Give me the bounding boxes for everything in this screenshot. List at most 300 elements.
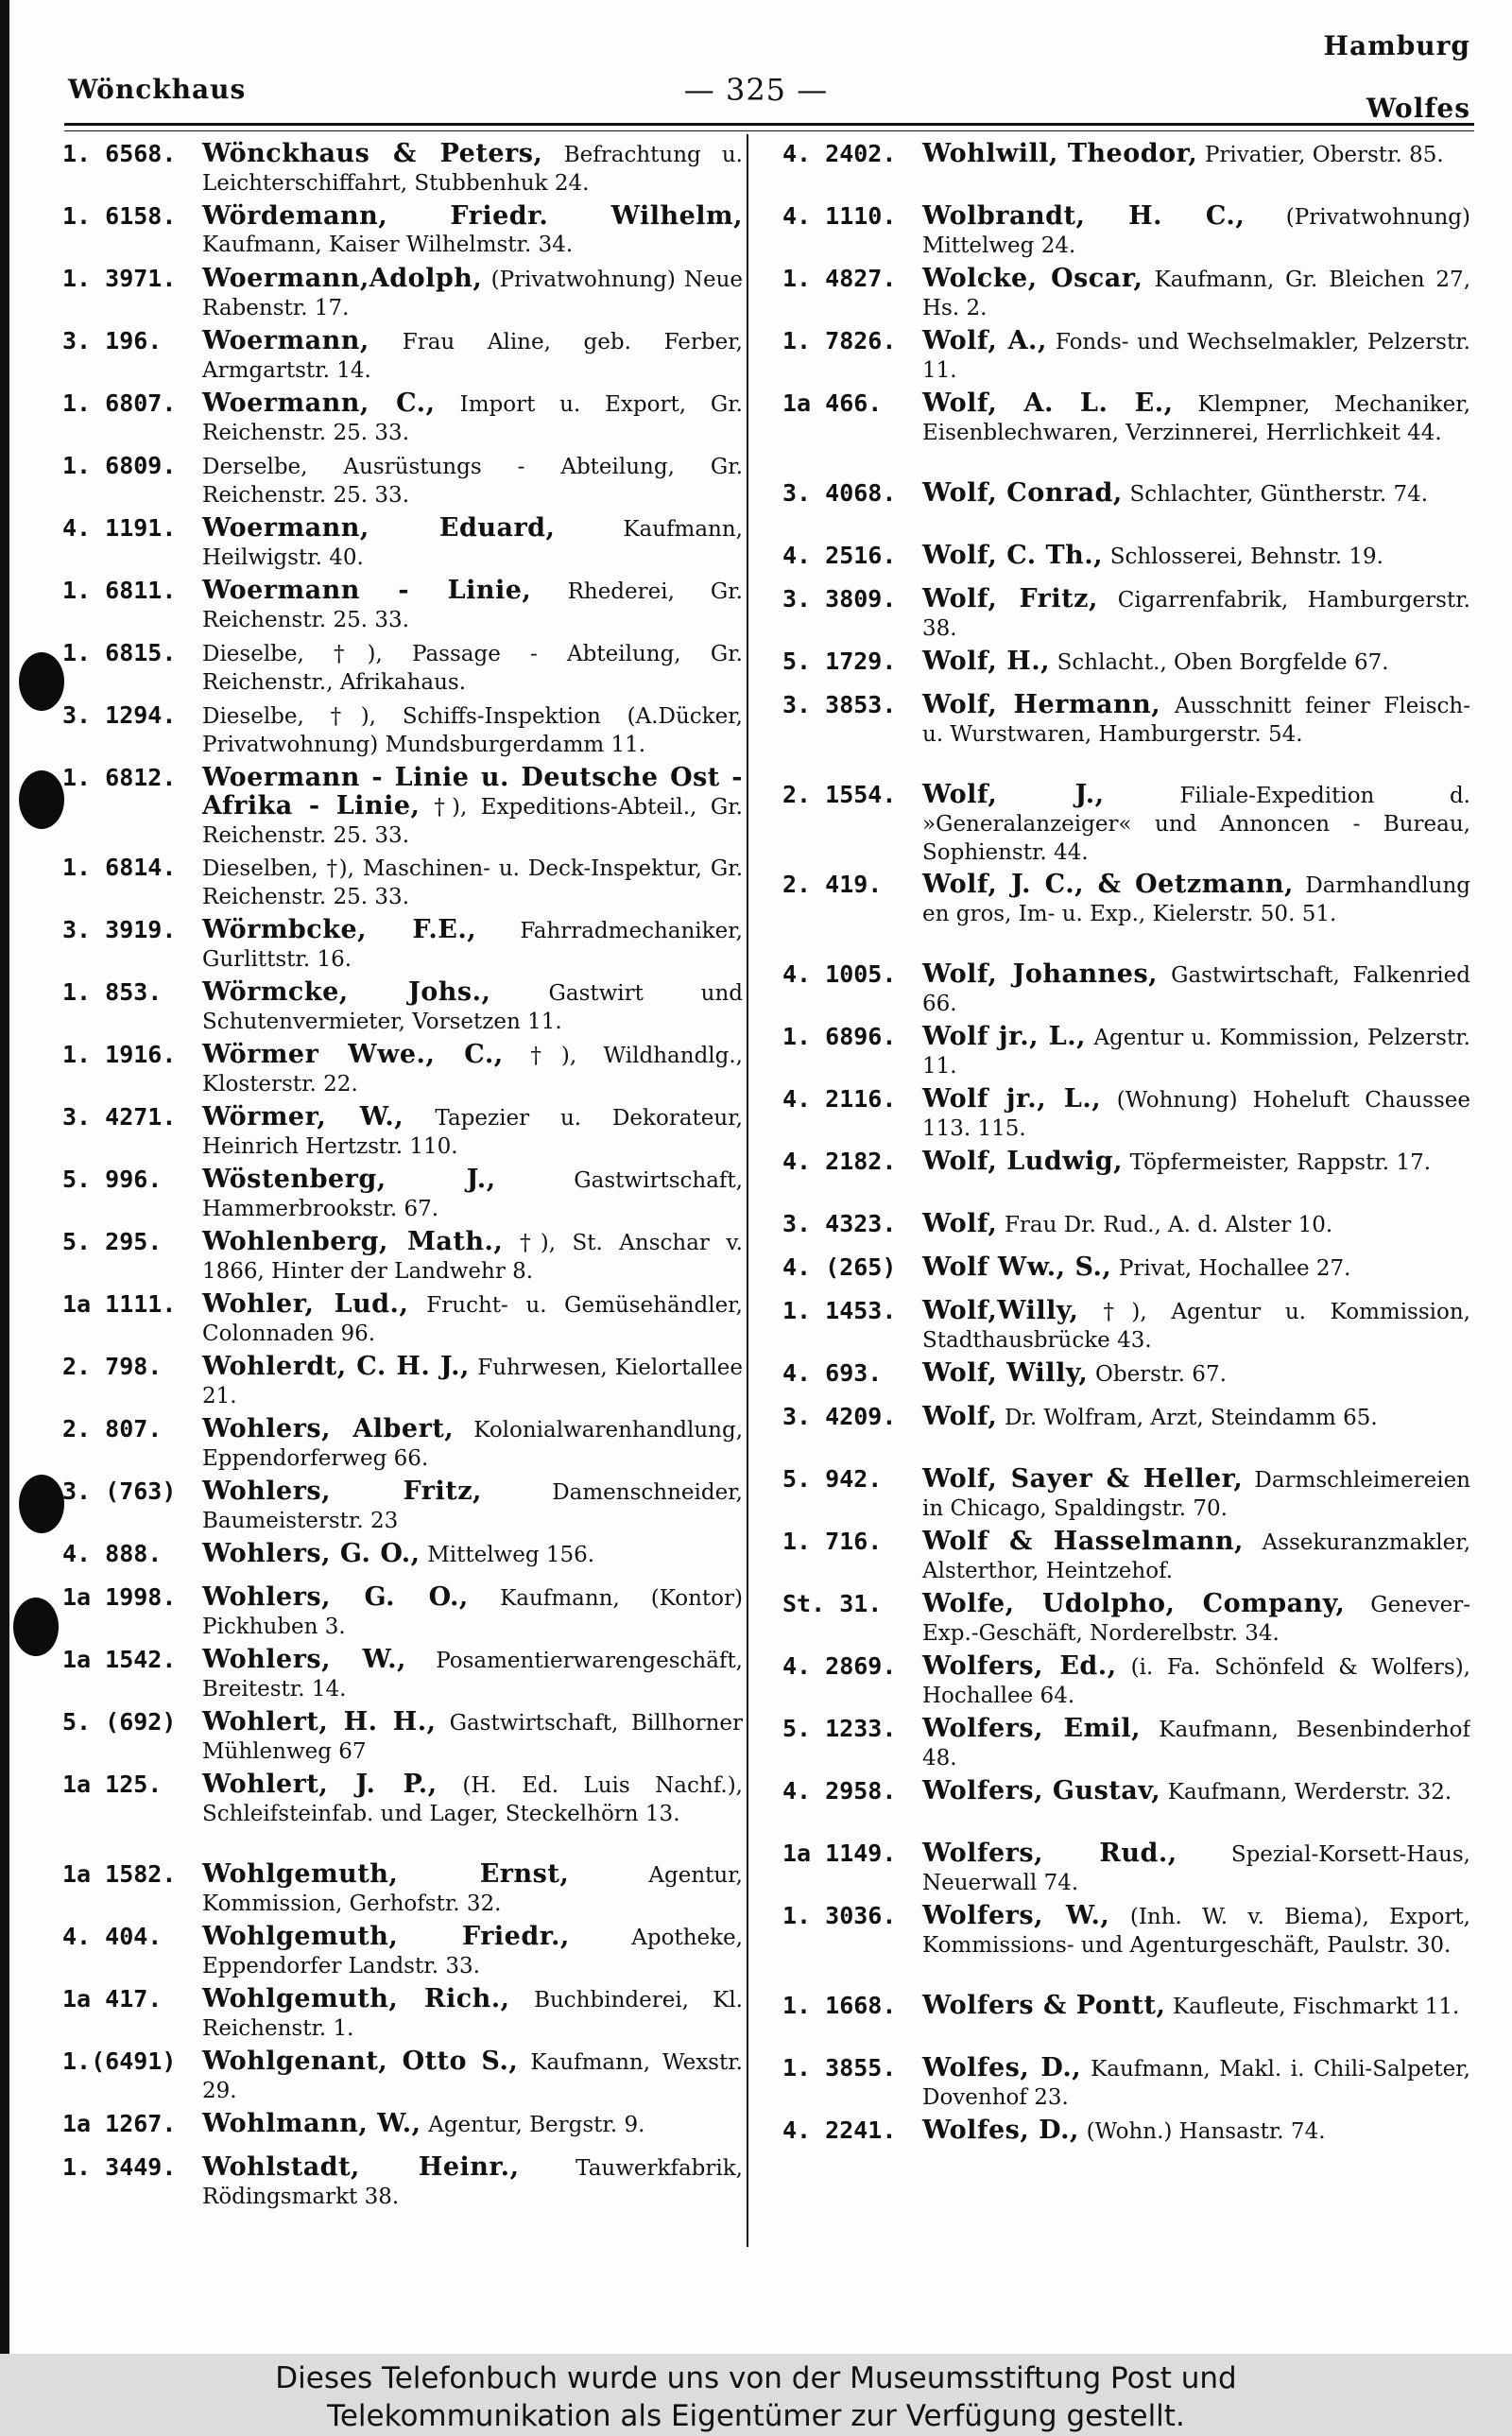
subscriber-details: Mittelweg 156. xyxy=(427,1543,595,1567)
subscriber-details: Ausschnitt feiner Fleisch- u. Wurstwaren, Hamburgerstr. 54. xyxy=(922,694,1470,747)
entry-text xyxy=(922,648,1470,677)
phone-number: 2. 1554. xyxy=(782,781,897,808)
header-city: Hamburg xyxy=(1323,30,1470,61)
subscriber-name: Wolf, Conrad, xyxy=(922,479,1123,508)
phone-number: 4. 2116. xyxy=(782,1085,897,1113)
entry-text xyxy=(202,514,743,572)
subscriber-details: Darmhandlung en gros, Im- u. Exp., Kielerstr. 50. 51. xyxy=(922,873,1470,926)
header-left-keyword: Wönckhaus xyxy=(68,74,247,105)
subscriber-name: Wörmer, W., xyxy=(202,1103,404,1132)
right-column xyxy=(782,140,1470,2160)
phone-number: 1a 1542. xyxy=(62,1646,177,1673)
entry-text xyxy=(202,452,743,510)
subscriber-name: Wolf,Willy, xyxy=(922,1297,1079,1325)
subscriber-name: Wohlert, H. H., xyxy=(202,1708,437,1736)
phone-number: 5. 1233. xyxy=(782,1715,897,1742)
subscriber-details: Agentur, Kommission, Gerhofstr. 32. xyxy=(202,1863,743,1916)
phone-number: 1. 6814. xyxy=(62,854,177,881)
phone-number: 4. 1191. xyxy=(62,514,177,542)
left-column xyxy=(62,140,743,2216)
subscriber-name: Wolbrandt, H. C., xyxy=(922,202,1246,231)
directory-entry xyxy=(782,2054,1470,2116)
subscriber-name: Wolf, Willy, xyxy=(922,1359,1089,1388)
directory-entry xyxy=(782,327,1470,389)
subscriber-details: (Privatwohnung) Mittelweg 24. xyxy=(922,205,1470,258)
entry-text xyxy=(202,2047,743,2105)
subscriber-details: Darmschleimereien in Chicago, Spaldingstr. 70. xyxy=(922,1468,1470,1521)
phone-number: 1. 1916. xyxy=(62,1041,177,1068)
subscriber-details: Agentur u. Kommission, Pelzerstr. 11. xyxy=(922,1026,1470,1079)
directory-entry xyxy=(62,1708,743,1771)
directory-entry xyxy=(782,1715,1470,1777)
entry-text xyxy=(202,577,743,634)
subscriber-details: Frau Aline, geb. Ferber, Armgartstr. 14. xyxy=(202,330,743,383)
subscriber-details: Kolonialwarenhandlung, Eppendorferweg 66. xyxy=(202,1418,743,1471)
subscriber-details: (Inh. W. v. Biema), Export, Kommissions- und Agenturgeschäft, Paulstr. 30. xyxy=(922,1905,1470,1958)
subscriber-name: Wolf, xyxy=(922,1210,998,1238)
subscriber-details: Damenschneider, Baumeisterstr. 23 xyxy=(202,1480,743,1533)
phone-number: 1a 1582. xyxy=(62,1860,177,1888)
entry-text xyxy=(202,1166,743,1223)
directory-entry xyxy=(782,2116,1470,2160)
subscriber-details: Filiale-Expedition d. »Generalanzeiger« und Annoncen - Bureau, Sophienstr. 44. xyxy=(922,784,1470,865)
subscriber-name: Wolfers, Ed., xyxy=(922,1652,1117,1681)
entry-text xyxy=(202,1771,743,1828)
footer-line-2: Telekommunikation als Eigentümer zur Verfügung gestellt. xyxy=(327,2399,1185,2433)
binding-hole-mark xyxy=(19,1475,64,1533)
entry-text xyxy=(922,1297,1470,1355)
entry-text xyxy=(922,691,1470,749)
phone-number: 1. 4827. xyxy=(782,265,897,292)
directory-entry xyxy=(782,202,1470,265)
entry-text xyxy=(202,1583,743,1641)
subscriber-name: Wolf, Sayer & Heller, xyxy=(922,1465,1244,1494)
entry-text xyxy=(202,639,743,697)
phone-number: 3. 196. xyxy=(62,327,163,354)
entry-text xyxy=(922,327,1470,385)
entry-text xyxy=(202,1290,743,1348)
directory-entry xyxy=(782,1465,1470,1528)
entry-text xyxy=(922,2116,1470,2146)
phone-number: 5. 1729. xyxy=(782,648,897,675)
subscriber-details: Kaufmann, (Kontor) Pickhuben 3. xyxy=(202,1586,743,1639)
phone-number: 1. 6809. xyxy=(62,452,177,479)
subscriber-name: Wohlgemuth, Ernst, xyxy=(202,1860,570,1889)
entry-text xyxy=(922,2054,1470,2112)
directory-entry xyxy=(62,2153,743,2216)
directory-entry xyxy=(62,1583,743,1646)
subscriber-details: (H. Ed. Luis Nachf.), Schleifsteinfab. und Lager, Steckelhörn 13. xyxy=(202,1773,743,1826)
subscriber-name: Wolf, Hermann, xyxy=(922,691,1161,719)
subscriber-details: Assekuranzmakler, Alsterthor, Heintzehof. xyxy=(922,1530,1470,1583)
directory-entry xyxy=(62,2110,743,2153)
footer-notice xyxy=(0,2354,1512,2436)
subscriber-details: †), Wildhandlg., Klosterstr. 22. xyxy=(202,1044,743,1097)
binding-hole-mark xyxy=(13,1598,59,1656)
subscriber-name: Wolf, Johannes, xyxy=(922,960,1159,989)
subscriber-name: Wohlers, G. O., xyxy=(202,1540,421,1568)
entry-text xyxy=(922,479,1470,509)
phone-number: 1. 6568. xyxy=(62,140,177,167)
subscriber-name: Wolfers, Gustav, xyxy=(922,1777,1161,1805)
entry-text xyxy=(202,1708,743,1766)
directory-entry xyxy=(782,1297,1470,1359)
subscriber-details: Buchbinderei, Kl. Reichenstr. 1. xyxy=(202,1988,743,2041)
entry-text xyxy=(202,2153,743,2211)
phone-number: 1. 3971. xyxy=(62,265,177,292)
subscriber-name: Wolf, Fritz, xyxy=(922,585,1098,613)
scan-edge xyxy=(0,0,9,2354)
directory-entry xyxy=(62,265,743,327)
subscriber-details: Genever-Exp.-Geschäft, Norderelbstr. 34. xyxy=(922,1593,1470,1646)
directory-entry xyxy=(62,1860,743,1923)
subscriber-details: Kaufmann, Gr. Bleichen 27, Hs. 2. xyxy=(922,268,1470,320)
subscriber-details: Cigarrenfabrik, Hamburgerstr. 38. xyxy=(922,588,1470,641)
directory-entry xyxy=(62,202,743,265)
phone-number: 4. (265) xyxy=(782,1253,897,1281)
entry-text xyxy=(202,1477,743,1535)
subscriber-name: Wolfers, Emil, xyxy=(922,1715,1142,1743)
phone-number: 4. 1005. xyxy=(782,960,897,988)
directory-entry xyxy=(782,648,1470,691)
subscriber-name: Wolf, A. L. E., xyxy=(922,389,1174,418)
subscriber-details: Dieselben, †), Maschinen- u. Deck-Inspektur, Gr. Reichenstr. 25. 33. xyxy=(202,856,743,909)
binding-hole-mark xyxy=(19,770,64,829)
directory-entry xyxy=(782,140,1470,202)
phone-number: 1. 6807. xyxy=(62,389,177,417)
phone-number: 5. 942. xyxy=(782,1465,883,1493)
directory-entry xyxy=(62,978,743,1041)
subscriber-details: Befrachtung u. Leichterschiffahrt, Stubbenhuk 24. xyxy=(202,143,743,196)
directory-entry xyxy=(62,854,743,916)
subscriber-details: Dieselbe, †), Schiffs-Inspektion (A.Dücker, Privatwohnung) Mundsburgerdamm 11. xyxy=(202,704,743,757)
subscriber-details: Frau Dr. Rud., A. d. Alster 10. xyxy=(1004,1213,1333,1237)
directory-entry xyxy=(62,389,743,452)
entry-text xyxy=(922,781,1470,867)
directory-entry xyxy=(782,1210,1470,1253)
subscriber-details: Tauwerkfabrik, Rödingsmarkt 38. xyxy=(202,2156,743,2209)
entry-text xyxy=(922,1715,1470,1772)
phone-number: 1. 6896. xyxy=(782,1023,897,1050)
phone-number: 4. 1110. xyxy=(782,202,897,230)
phone-number: 5. 996. xyxy=(62,1166,163,1193)
phone-number: 1. 3036. xyxy=(782,1902,897,1929)
subscriber-name: Wohler, Lud., xyxy=(202,1290,409,1319)
entry-text xyxy=(922,202,1470,260)
phone-number: 1. 7826. xyxy=(782,327,897,354)
subscriber-name: Wolf, J. C., & Oetzmann, xyxy=(922,871,1294,899)
subscriber-name: Wolf, xyxy=(922,1403,998,1431)
phone-number: 1.(6491) xyxy=(62,2047,177,2075)
entry-text xyxy=(922,960,1470,1018)
subscriber-details: (Wohn.) Hansastr. 74. xyxy=(1086,2119,1326,2144)
phone-number: 1. 853. xyxy=(62,978,163,1006)
entry-text xyxy=(202,202,743,259)
subscriber-name: Wolfes, D., xyxy=(922,2116,1079,2145)
directory-entry xyxy=(782,1840,1470,1902)
footer-line-1: Dieses Telefonbuch wurde uns von der Museumsstiftung Post und xyxy=(275,2361,1237,2395)
subscriber-details: Kaufmann, Kaiser Wilhelmstr. 34. xyxy=(202,233,574,257)
directory-entry xyxy=(782,1902,1470,1992)
entry-text xyxy=(202,1860,743,1918)
entry-text xyxy=(922,542,1470,571)
directory-entry xyxy=(62,1771,743,1860)
entry-text xyxy=(922,585,1470,643)
phone-number: 1. 6811. xyxy=(62,577,177,604)
phone-number: 3. 4068. xyxy=(782,479,897,507)
subscriber-name: Wohlgemuth, Friedr., xyxy=(202,1923,570,1951)
subscriber-details: Kaufmann, Heilwigstr. 40. xyxy=(202,517,743,570)
subscriber-details: (Wohnung) Hoheluft Chaussee 113. 115. xyxy=(922,1088,1470,1141)
subscriber-details: Agentur, Bergstr. 9. xyxy=(428,2113,645,2137)
subscriber-details: (Privatwohnung) Neue Rabenstr. 17. xyxy=(202,268,743,320)
subscriber-name: Wohlerdt, C. H. J., xyxy=(202,1353,470,1381)
subscriber-details: Apotheke, Eppendorfer Landstr. 33. xyxy=(202,1926,743,1978)
phone-number: 1. 3449. xyxy=(62,2153,177,2181)
phone-number: 1a 1111. xyxy=(62,1290,177,1318)
subscriber-details: Kaufmann, Werderstr. 32. xyxy=(1167,1780,1452,1805)
entry-text xyxy=(922,1403,1470,1432)
subscriber-details: Posamentierwarengeschäft, Breitestr. 14. xyxy=(202,1649,743,1702)
subscriber-name: Woermann - Linie u. Deutsche Ost - Afrika - Linie, xyxy=(202,764,743,821)
subscriber-details: Fonds- und Wechselmakler, Pelzerstr. 11. xyxy=(922,330,1470,383)
directory-entry xyxy=(62,327,743,389)
subscriber-details: Oberstr. 67. xyxy=(1094,1362,1227,1387)
entry-text xyxy=(202,1103,743,1161)
entry-text xyxy=(922,1359,1470,1389)
page-number: — 325 — xyxy=(683,72,829,108)
directory-entry xyxy=(62,577,743,639)
subscriber-name: Wolfes, D., xyxy=(922,2054,1082,2082)
subscriber-details: Derselbe, Ausrüstungs - Abteilung, Gr. Reichenstr. 25. 33. xyxy=(202,455,743,508)
subscriber-name: Wolfe, Udolpho, Company, xyxy=(922,1590,1346,1618)
phone-number: 2. 419. xyxy=(782,871,883,898)
phone-number: 4. 2241. xyxy=(782,2116,897,2144)
subscriber-name: Wolfers, W., xyxy=(922,1902,1110,1930)
subscriber-name: Wohlwill, Theodor, xyxy=(922,140,1198,168)
subscriber-name: Wolf, H., xyxy=(922,648,1051,676)
directory-entry xyxy=(62,1646,743,1708)
subscriber-details: Dieselbe, †), Passage - Abteilung, Gr. Reichenstr., Afrikahaus. xyxy=(202,642,743,695)
subscriber-details: Spezial-Korsett-Haus, Neuerwall 74. xyxy=(922,1842,1470,1895)
phone-number: 1a 1267. xyxy=(62,2110,177,2137)
subscriber-details: Kaufmann, Wexstr. 29. xyxy=(202,2050,743,2103)
subscriber-details: Fuhrwesen, Kielortallee 21. xyxy=(202,1356,743,1408)
entry-text xyxy=(922,871,1470,928)
subscriber-details: Kaufmann, Makl. i. Chili-Salpeter, Dovenhof 23. xyxy=(922,2057,1470,2110)
subscriber-name: Wohlers, W., xyxy=(202,1646,406,1674)
phone-number: 3. 4323. xyxy=(782,1210,897,1237)
phone-number: 3. 4209. xyxy=(782,1403,897,1430)
column-divider xyxy=(747,134,748,2247)
subscriber-name: Wörmcke, Johs., xyxy=(202,978,491,1007)
subscriber-details: Gastwirtschaft, Billhorner Mühlenweg 67 xyxy=(202,1711,743,1764)
subscriber-name: Wohlenberg, Math., xyxy=(202,1228,504,1256)
phone-number: 1. 6158. xyxy=(62,202,177,230)
entry-text xyxy=(922,1253,1470,1283)
subscriber-name: Wohlgenant, Otto S., xyxy=(202,2047,519,2076)
directory-entry xyxy=(62,1353,743,1415)
directory-entry xyxy=(62,1228,743,1290)
entry-text xyxy=(202,1415,743,1473)
directory-entry xyxy=(782,479,1470,542)
binding-hole-mark xyxy=(19,652,64,711)
directory-entry xyxy=(62,764,743,854)
entry-text xyxy=(202,1041,743,1098)
subscriber-name: Wolf, C. Th., xyxy=(922,542,1104,570)
subscriber-details: (i. Fa. Schönfeld & Wolfers), Hochallee 64. xyxy=(922,1655,1470,1708)
directory-entry xyxy=(782,781,1470,871)
entry-text xyxy=(922,1992,1470,2021)
phone-number: 3. 3919. xyxy=(62,916,177,943)
directory-entry xyxy=(62,1923,743,1985)
entry-text xyxy=(922,1528,1470,1585)
header-right-keyword: Wolfes xyxy=(1366,93,1470,124)
phone-number: 1a 1149. xyxy=(782,1840,897,1867)
phone-number: 4. 2516. xyxy=(782,542,897,569)
phone-number: 4. 404. xyxy=(62,1923,163,1950)
directory-entry xyxy=(782,1403,1470,1465)
entry-text xyxy=(922,1590,1470,1648)
directory-entry xyxy=(62,514,743,577)
header-rule-thin xyxy=(64,130,1474,131)
entry-text xyxy=(202,1353,743,1410)
phone-number: 1. 1668. xyxy=(782,1992,897,2019)
phone-number: St. 31. xyxy=(782,1590,883,1617)
entry-text xyxy=(922,1210,1470,1239)
subscriber-details: Gastwirt und Schutenvermieter, Vorsetzen 11. xyxy=(202,981,743,1034)
phone-number: 2. 798. xyxy=(62,1353,163,1380)
entry-text xyxy=(922,1777,1470,1806)
phone-number: 3. 4271. xyxy=(62,1103,177,1131)
phone-number: 3. 1294. xyxy=(62,701,177,729)
entry-text xyxy=(202,764,743,850)
directory-entry xyxy=(62,1290,743,1353)
phone-number: 1a 1998. xyxy=(62,1583,177,1611)
phone-number: 1. 1453. xyxy=(782,1297,897,1324)
phone-number: 5. 295. xyxy=(62,1228,163,1255)
directory-entry xyxy=(782,1992,1470,2054)
entry-text xyxy=(922,389,1470,447)
subscriber-details: Kaufmann, Besenbinderhof 48. xyxy=(922,1718,1470,1771)
entry-text xyxy=(202,2110,743,2139)
directory-entry xyxy=(782,1777,1470,1840)
phone-number: 4. 693. xyxy=(782,1359,883,1387)
subscriber-details: Schlacht., Oben Borgfelde 67. xyxy=(1057,650,1389,675)
subscriber-details: Privatier, Oberstr. 85. xyxy=(1204,143,1444,167)
directory-entry xyxy=(62,452,743,514)
directory-entry xyxy=(782,585,1470,648)
subscriber-details: Gastwirtschaft, Hammerbrookstr. 67. xyxy=(202,1168,743,1221)
entry-text xyxy=(922,1465,1470,1523)
subscriber-name: Wohlmann, W., xyxy=(202,2110,421,2138)
subscriber-details: Kaufleute, Fischmarkt 11. xyxy=(1172,1995,1460,2019)
directory-entry xyxy=(782,1590,1470,1652)
directory-entry xyxy=(782,265,1470,327)
subscriber-name: Wönckhaus & Peters, xyxy=(202,140,543,168)
directory-entry xyxy=(782,1359,1470,1403)
directory-entry xyxy=(62,1415,743,1477)
entry-text xyxy=(922,140,1470,169)
phone-number: 4. 888. xyxy=(62,1540,163,1567)
subscriber-details: Tapezier u. Dekorateur, Heinrich Hertzstr. 110. xyxy=(202,1106,743,1159)
entry-text xyxy=(202,1646,743,1703)
subscriber-name: Wolf jr., L., xyxy=(922,1023,1086,1051)
directory-entry xyxy=(62,1166,743,1228)
phone-number: 1. 6815. xyxy=(62,639,177,666)
phone-number: 1a 125. xyxy=(62,1771,163,1798)
subscriber-name: Wolf jr., L., xyxy=(922,1085,1102,1114)
subscriber-details: Import u. Export, Gr. Reichenstr. 25. 33. xyxy=(202,392,743,445)
entry-text xyxy=(202,327,743,385)
directory-entry xyxy=(782,871,1470,960)
directory-entry xyxy=(62,639,743,701)
phone-number: 2. 807. xyxy=(62,1415,163,1443)
entry-text xyxy=(922,1148,1470,1177)
entry-text xyxy=(922,1023,1470,1080)
subscriber-name: Wolf & Hasselmann, xyxy=(922,1528,1244,1556)
entry-text xyxy=(922,1840,1470,1897)
directory-entry xyxy=(782,1085,1470,1148)
directory-entry xyxy=(782,960,1470,1023)
directory-entry xyxy=(782,1148,1470,1210)
subscriber-name: Wohlert, J. P., xyxy=(202,1771,438,1799)
subscriber-details: Schlosserei, Behnstr. 19. xyxy=(1109,544,1383,569)
entry-text xyxy=(922,1652,1470,1710)
subscriber-name: Wohlers, G. O., xyxy=(202,1583,469,1612)
subscriber-details: Dr. Wolfram, Arzt, Steindamm 65. xyxy=(1004,1406,1378,1430)
subscriber-details: Privat, Hochallee 27. xyxy=(1118,1256,1351,1281)
phone-number: 4. 2869. xyxy=(782,1652,897,1680)
subscriber-details: Klempner, Mechaniker, Eisenblechwaren, Verzinnerei, Herrlichkeit 44. xyxy=(922,392,1470,445)
phone-number: 1. 6812. xyxy=(62,764,177,791)
directory-entry xyxy=(782,1652,1470,1715)
directory-entry xyxy=(782,542,1470,585)
directory-entry xyxy=(62,701,743,764)
subscriber-name: Wolf, J., xyxy=(922,781,1105,809)
subscriber-details: Schlachter, Güntherstr. 74. xyxy=(1129,482,1429,507)
subscriber-details: Rhederei, Gr. Reichenstr. 25. 33. xyxy=(202,579,743,632)
subscriber-name: Woermann, C., xyxy=(202,389,436,418)
entry-text xyxy=(202,854,743,911)
subscriber-name: Wohlstadt, Heinr., xyxy=(202,2153,520,2182)
entry-text xyxy=(202,140,743,198)
subscriber-name: Wolf, Ludwig, xyxy=(922,1148,1123,1176)
directory-entry xyxy=(782,389,1470,479)
entry-text xyxy=(202,916,743,974)
entry-text xyxy=(202,265,743,322)
subscriber-details: Gastwirtschaft, Falkenried 66. xyxy=(922,963,1470,1016)
subscriber-name: Wohlers, Albert, xyxy=(202,1415,455,1443)
directory-entry xyxy=(782,691,1470,781)
directory-entry xyxy=(62,2047,743,2110)
directory-entry xyxy=(62,1540,743,1583)
phone-number: 1. 3855. xyxy=(782,2054,897,2082)
directory-entry xyxy=(62,1985,743,2047)
directory-entry xyxy=(782,1528,1470,1590)
subscriber-details: Frucht- u. Gemüsehändler, Colonnaden 96. xyxy=(202,1293,743,1346)
subscriber-name: Wolfers, Rud., xyxy=(922,1840,1177,1868)
phone-number: 4. 2958. xyxy=(782,1777,897,1805)
subscriber-name: Wolf, A., xyxy=(922,327,1047,355)
phone-number: 4. 2402. xyxy=(782,140,897,167)
directory-entry xyxy=(62,1041,743,1103)
subscriber-name: Wöstenberg, J., xyxy=(202,1166,496,1194)
subscriber-name: Wolf Ww., S., xyxy=(922,1253,1112,1282)
subscriber-name: Wörmbcke, F.E., xyxy=(202,916,477,944)
subscriber-details: †), Agentur u. Kommission, Stadthausbrücke 43. xyxy=(922,1300,1470,1353)
entry-text xyxy=(922,265,1470,322)
